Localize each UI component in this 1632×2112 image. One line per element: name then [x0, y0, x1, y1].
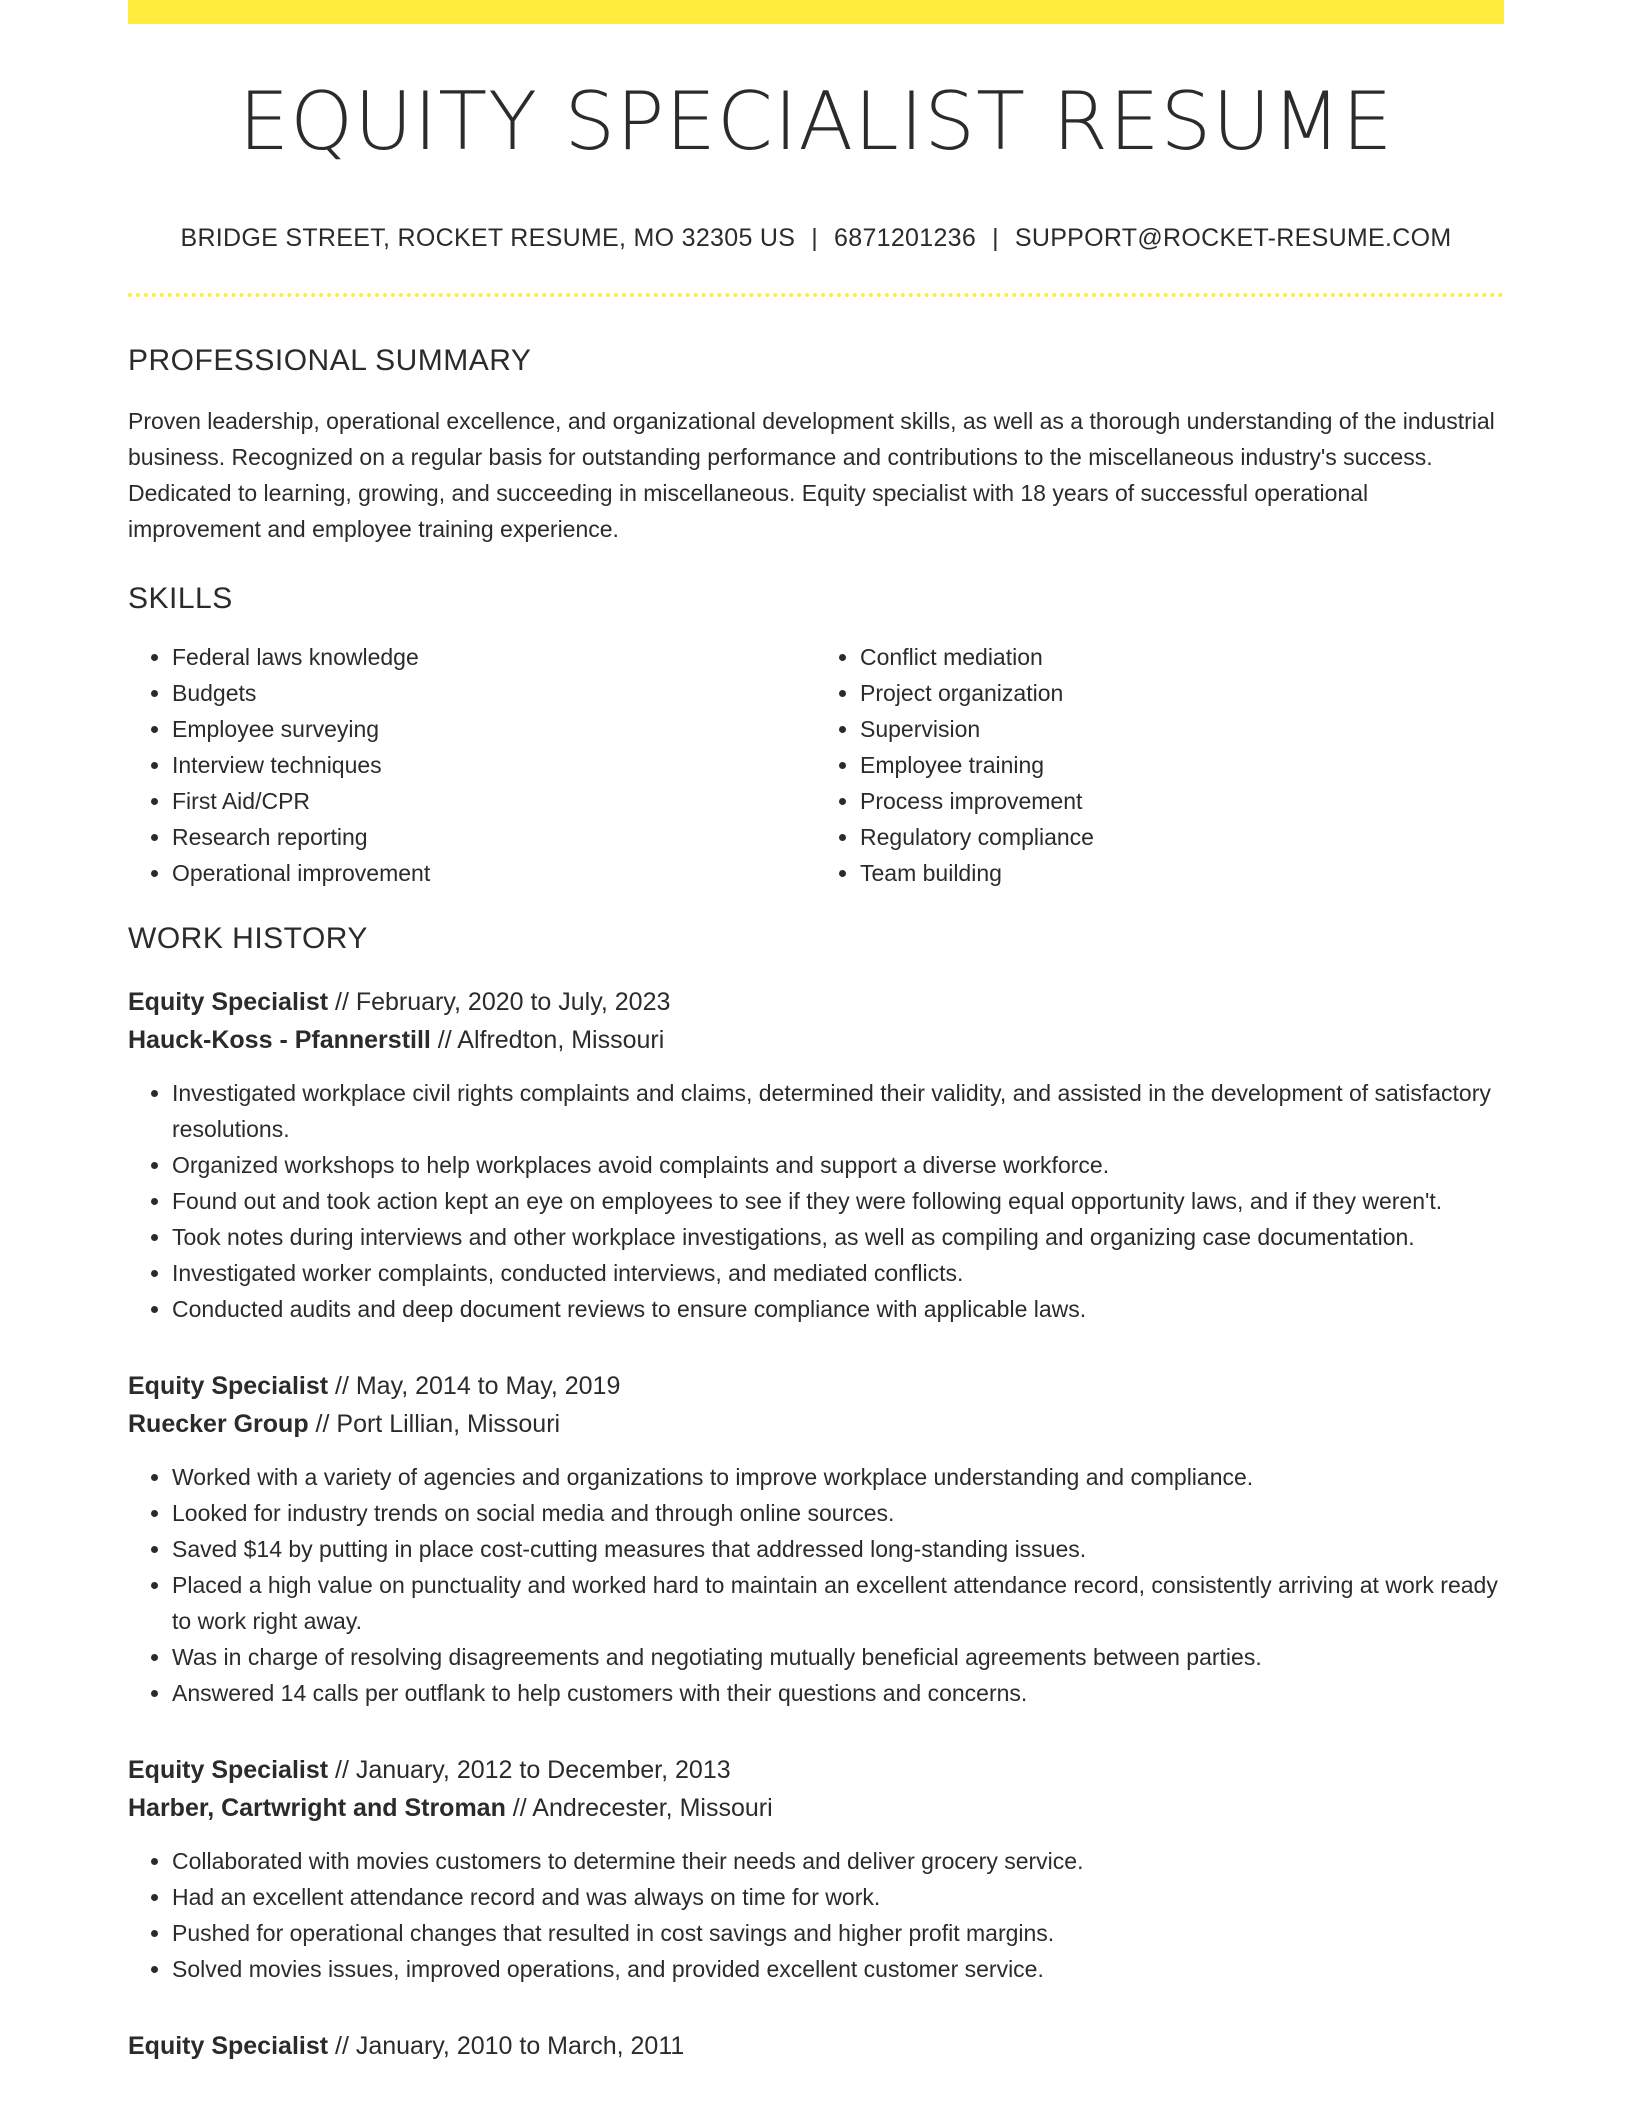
- job-bullet: • Investigated workplace civil rights complaints and claims, determined their validity, and assisted in the development of satisfactory resolutions.: [172, 1075, 1504, 1147]
- job-title: Equity Specialist: [128, 1756, 329, 1784]
- job-bullet: • Saved $14 by putting in place cost-cutting measures that addressed long-standing issues.: [172, 1531, 1504, 1567]
- skill-item: • First Aid/CPR: [172, 783, 816, 819]
- job-dates: // May, 2014 to May, 2019: [328, 1372, 621, 1400]
- job-title-line: [128, 2027, 1504, 2065]
- skill-item: • Team building: [860, 855, 1504, 891]
- skill-item: • Operational improvement: [172, 855, 816, 891]
- contact-phone: 6871201236: [834, 224, 977, 252]
- contact-separator: |: [992, 224, 999, 252]
- job-bullet: • Solved movies issues, improved operations, and provided excellent customer service.: [172, 1951, 1504, 1987]
- job-location: // Alfredton, Missouri: [430, 1026, 665, 1054]
- job-dates: // January, 2012 to December, 2013: [328, 1756, 731, 1784]
- job-bullets: [128, 1075, 1504, 1327]
- skill-item: • Employee training: [860, 747, 1504, 783]
- job-title-line: [128, 1367, 1504, 1405]
- contact-separator: |: [811, 224, 819, 252]
- job-bullet: • Organized workshops to help workplaces avoid complaints and support a diverse workforce.: [172, 1147, 1504, 1183]
- job-company: Ruecker Group: [128, 1410, 309, 1438]
- job-bullet: • Was in charge of resolving disagreements and negotiating mutually beneficial agreements between parties.: [172, 1639, 1504, 1675]
- job-bullet: • Found out and took action kept an eye on employees to see if they were following equal opportunity laws, and if they weren't.: [172, 1183, 1504, 1219]
- job-title: Equity Specialist: [128, 1372, 329, 1400]
- job-company-line: [128, 1405, 1504, 1443]
- job-entry: [128, 1367, 1504, 1711]
- job-bullet: • Looked for industry trends on social media and through online sources.: [172, 1495, 1504, 1531]
- skill-item: • Supervision: [860, 711, 1504, 747]
- skills-list-right: [816, 639, 1504, 891]
- job-bullets: [128, 1459, 1504, 1711]
- job-bullets: [128, 1843, 1504, 1987]
- job-dates: // January, 2010 to March, 2011: [328, 2032, 685, 2060]
- skill-item: • Budgets: [172, 675, 816, 711]
- job-title-line: [128, 1751, 1504, 1789]
- contact-line: [128, 224, 1504, 253]
- skill-item: • Project organization: [860, 675, 1504, 711]
- skills-columns: [128, 639, 1504, 891]
- skill-item: • Research reporting: [172, 819, 816, 855]
- job-dates: // February, 2020 to July, 2023: [328, 988, 671, 1016]
- dotted-divider: [128, 293, 1504, 297]
- skill-item: • Process improvement: [860, 783, 1504, 819]
- job-bullet: • Collaborated with movies customers to determine their needs and deliver grocery service.: [172, 1843, 1504, 1879]
- skill-item: • Employee surveying: [172, 711, 816, 747]
- job-company-line: [128, 1021, 1504, 1059]
- skills-list-left: [128, 639, 816, 891]
- job-entry: [128, 983, 1504, 1327]
- job-company: Harber, Cartwright and Stroman: [128, 1794, 506, 1822]
- resume-page: [128, 0, 1504, 2065]
- work-history-heading: WORK HISTORY: [128, 922, 368, 955]
- skill-item: • Regulatory compliance: [860, 819, 1504, 855]
- summary-heading: PROFESSIONAL SUMMARY: [128, 344, 532, 377]
- job-location: // Port Lillian, Missouri: [308, 1410, 561, 1438]
- job-company: Hauck-Koss - Pfannerstill: [128, 1026, 431, 1054]
- skill-item: • Interview techniques: [172, 747, 816, 783]
- contact-address: BRIDGE STREET, ROCKET RESUME, MO 32305 US: [180, 224, 796, 252]
- top-accent-bar: [128, 0, 1504, 24]
- job-entry: [128, 1751, 1504, 1987]
- job-title-line: [128, 983, 1504, 1021]
- skill-item: • Conflict mediation: [860, 639, 1504, 675]
- job-bullet: • Took notes during interviews and other workplace investigations, as well as compiling and organizing case documentation.: [172, 1219, 1504, 1255]
- job-company-line: [128, 1789, 1504, 1827]
- job-bullet: • Had an excellent attendance record and was always on time for work.: [172, 1879, 1504, 1915]
- job-title: Equity Specialist: [128, 2032, 329, 2060]
- job-bullet: • Investigated worker complaints, conducted interviews, and mediated conflicts.: [172, 1255, 1504, 1291]
- job-entry: [128, 2027, 1504, 2065]
- job-location: // Andrecester, Missouri: [505, 1794, 773, 1822]
- job-bullet: • Conducted audits and deep document reviews to ensure compliance with applicable laws.: [172, 1291, 1504, 1327]
- job-bullet: • Answered 14 calls per outflank to help customers with their questions and concerns.: [172, 1675, 1504, 1711]
- job-bullet: • Pushed for operational changes that resulted in cost savings and higher profit margins.: [172, 1915, 1504, 1951]
- job-bullet: • Worked with a variety of agencies and organizations to improve workplace understanding and compliance.: [172, 1459, 1504, 1495]
- summary-text: Proven leadership, operational excellence, and organizational development skills, as well as a thorough understanding of the industrial business. Recognized on a regular basis for outstanding performance and contributions to the miscellaneous industry's success. Dedicated to learning, growing, and succeeding in miscellaneous. Equity specialist with 18 years of successful operational improvement and employee training experience.: [128, 408, 1495, 542]
- job-title: Equity Specialist: [128, 988, 329, 1016]
- contact-email[interactable]: SUPPORT@ROCKET-RESUME.COM: [1014, 224, 1452, 252]
- skills-heading: SKILLS: [128, 582, 233, 615]
- skill-item: • Federal laws knowledge: [172, 639, 816, 675]
- job-bullet: • Placed a high value on punctuality and worked hard to maintain an excellent attendance record, consistently arriving at work ready to work right away.: [172, 1567, 1504, 1639]
- resume-title: EQUITY SPECIALIST RESUME: [238, 75, 1394, 168]
